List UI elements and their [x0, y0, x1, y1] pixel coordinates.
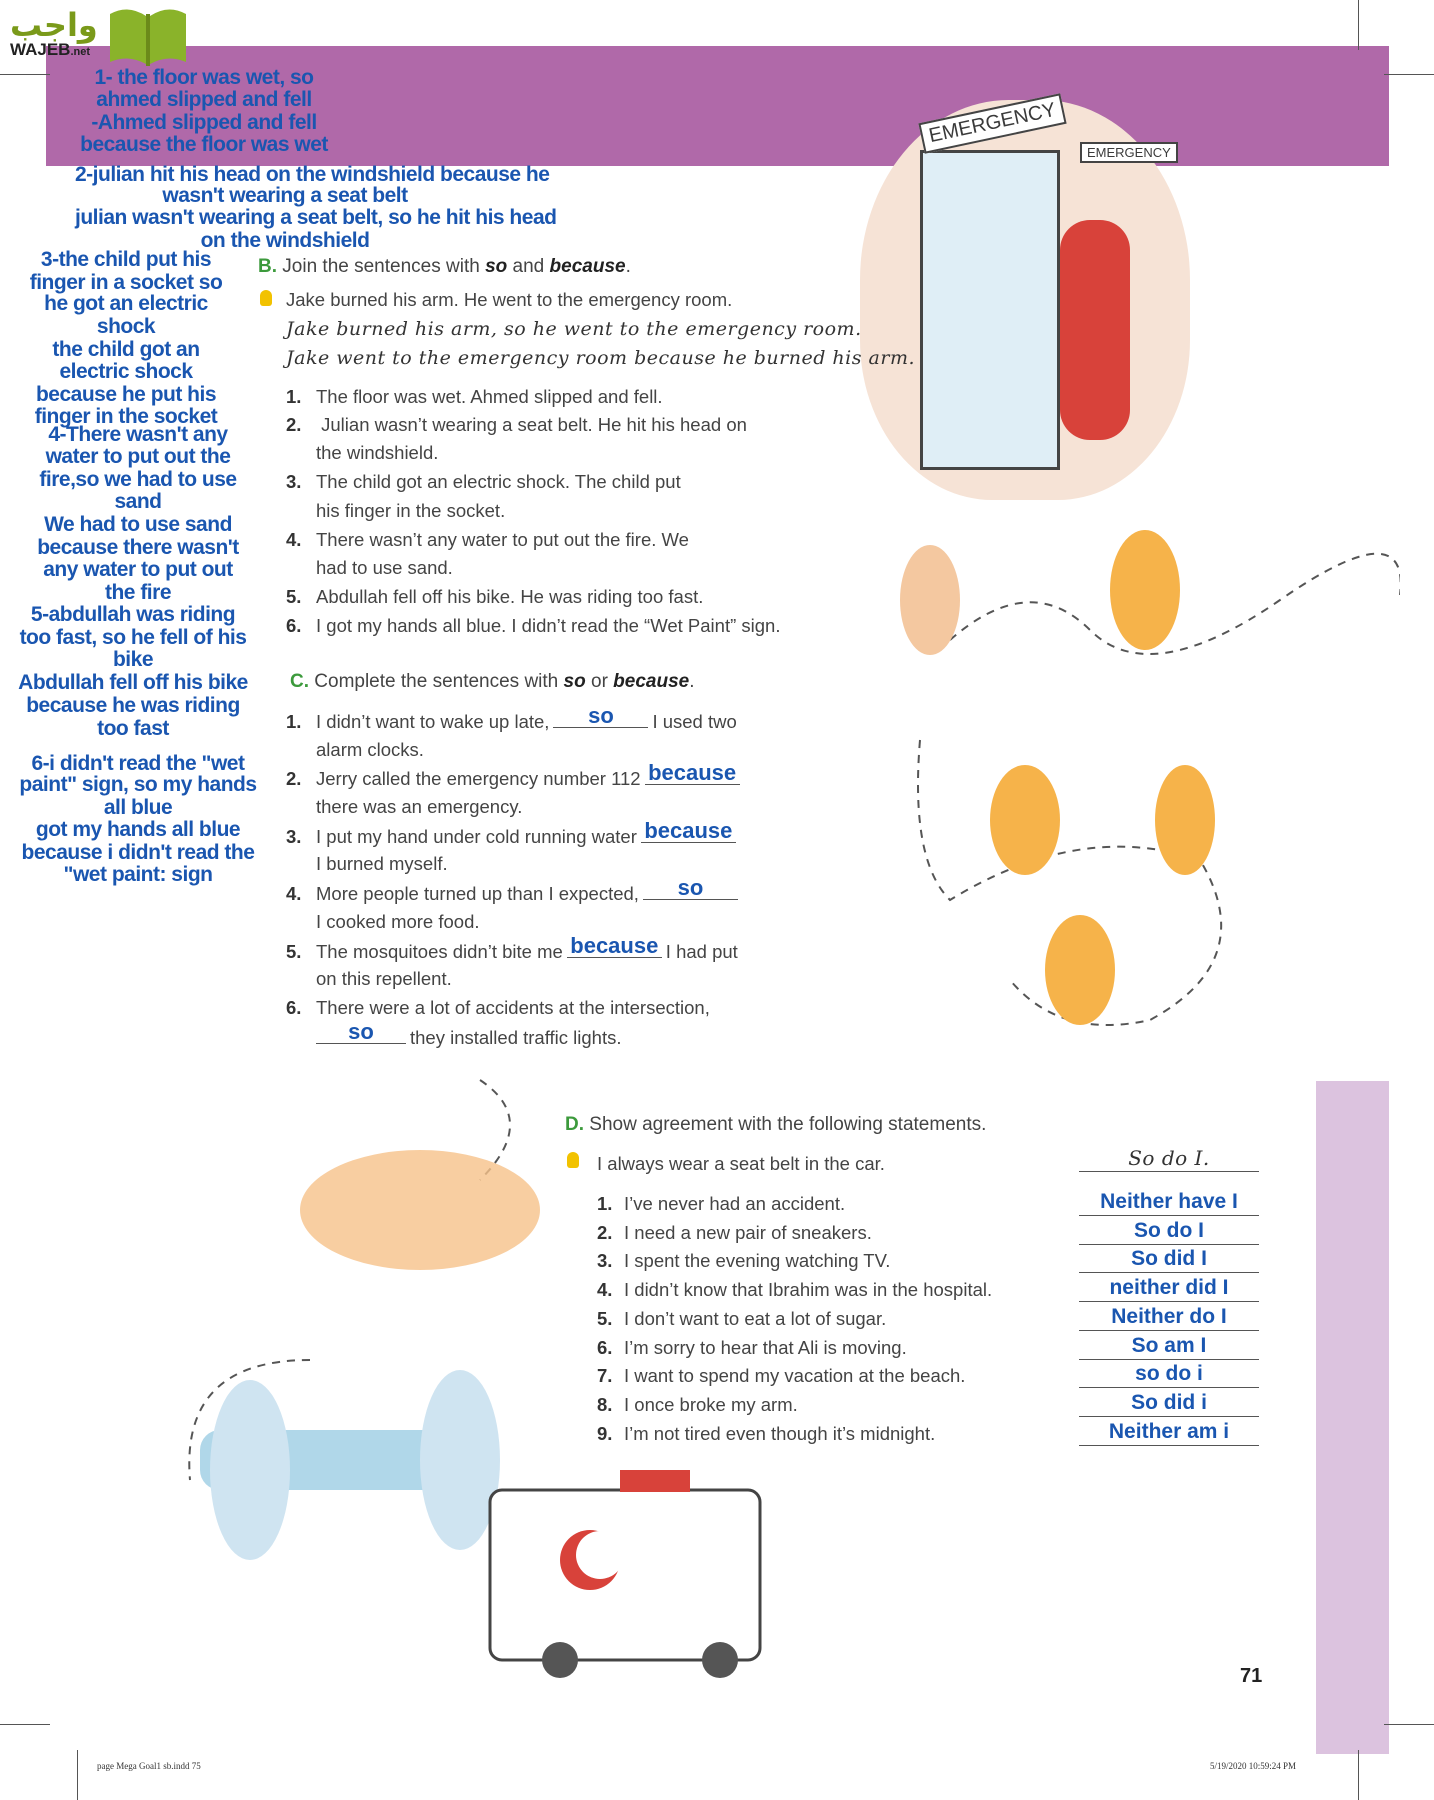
- answer-line: all blue: [103, 796, 173, 819]
- agreement-answer[interactable]: Neither have I: [1079, 1190, 1259, 1216]
- answer-line: too fast, so he fell of his: [19, 626, 247, 649]
- item-text: alarm clocks.: [316, 739, 424, 760]
- item-text-after: I used two: [652, 711, 737, 732]
- item-number: 3.: [286, 471, 302, 492]
- exercise-item: [286, 529, 689, 551]
- answer-blank[interactable]: [553, 703, 648, 728]
- agreement-answer[interactable]: neither did I: [1079, 1276, 1259, 1302]
- exercise-item: [286, 933, 738, 963]
- item-number: 3.: [286, 826, 302, 847]
- item-text-continued: had to use sand.: [316, 557, 453, 578]
- item-number: 2.: [597, 1222, 613, 1243]
- item-text: they installed traffic lights.: [410, 1027, 622, 1048]
- item-text: I want to spend my vacation at the beach.: [624, 1365, 966, 1386]
- section-c-heading: [290, 671, 695, 693]
- answer-line: wasn't wearing a seat belt: [162, 184, 408, 207]
- footer-file-info: page Mega Goal1 sb.indd 75: [97, 1761, 201, 1771]
- answer-blank[interactable]: [567, 933, 662, 958]
- item-text: Julian wasn’t wearing a seat belt. He hit his head on: [316, 414, 747, 435]
- answer-line: because the floor was wet: [80, 133, 328, 156]
- item-number: 4.: [597, 1279, 613, 1300]
- answer-text: so: [677, 875, 704, 900]
- answer-line: 4-There wasn't any: [48, 423, 228, 446]
- exercise-item: [286, 818, 740, 848]
- agreement-answer[interactable]: So do I: [1079, 1219, 1259, 1245]
- book-icon: [106, 4, 190, 68]
- wajeb-logo: [10, 8, 98, 60]
- kids-running-illustration: [880, 520, 1400, 1080]
- answer-line: too fast: [97, 717, 169, 740]
- instruction: Complete the sentences with: [314, 671, 564, 692]
- item-text: Abdullah fell off his bike. He was riding too fast.: [316, 586, 704, 607]
- instruction-or: or: [585, 671, 614, 692]
- statement-item: [597, 1365, 965, 1387]
- exercise-item: [286, 471, 681, 493]
- keyword-because: because: [613, 671, 690, 692]
- answer-line: the fire: [104, 581, 171, 604]
- answer-line: 1- the floor was wet, so: [94, 66, 314, 89]
- item-number: 6.: [286, 997, 302, 1018]
- item-number: 6.: [286, 615, 302, 636]
- item-text-continued: [316, 796, 522, 818]
- answer-line: sand: [114, 490, 162, 513]
- crop-mark: [77, 1750, 78, 1800]
- item-text: on this repellent.: [316, 968, 452, 989]
- answer-line: finger in a socket so: [29, 271, 223, 294]
- item-text: I’m sorry to hear that Ali is moving.: [624, 1337, 907, 1358]
- item-text-continued: [316, 739, 424, 761]
- item-number: 5.: [597, 1308, 613, 1329]
- item-text: I didn’t want to wake up late,: [316, 711, 550, 732]
- item-number: 2.: [286, 414, 302, 435]
- item-text: I’m not tired even though it’s midnight.: [624, 1423, 936, 1444]
- exercise-item: [286, 586, 703, 608]
- answer-line: because there wasn't: [37, 536, 239, 559]
- statement-item: [597, 1308, 886, 1330]
- exercise-item: [286, 703, 737, 733]
- instruction-and: and: [507, 256, 550, 277]
- lightbulb-icon: [260, 290, 272, 306]
- section-letter: B.: [258, 256, 277, 277]
- period: .: [689, 671, 695, 692]
- agreement-answer[interactable]: So did i: [1079, 1391, 1259, 1417]
- item-text: There wasn’t any water to put out the fire. We: [316, 529, 689, 550]
- item-number: 2.: [286, 768, 302, 789]
- answer-line: because he put his: [35, 383, 217, 406]
- section-letter: C.: [290, 671, 309, 692]
- item-text: I burned myself.: [316, 853, 448, 874]
- keyword-because: because: [549, 256, 626, 277]
- statement-item: [597, 1337, 907, 1359]
- door: [920, 150, 1060, 470]
- item-text-after: I had put: [665, 941, 738, 962]
- statement-item: [597, 1279, 992, 1301]
- item-text-continued: his finger in the socket.: [316, 500, 506, 521]
- example-answer-so: Jake burned his arm, so he went to the emergency room.: [286, 318, 862, 340]
- emergency-door-illustration: [860, 100, 1190, 500]
- logo-suffix: .net: [70, 46, 91, 58]
- answer-line: 2-julian hit his head on the windshield because he: [75, 163, 550, 186]
- item-number: 5.: [286, 586, 302, 607]
- item-text-continued: the windshield.: [316, 442, 439, 463]
- agreement-answer[interactable]: So am I: [1079, 1334, 1259, 1360]
- keyword-so: so: [563, 671, 586, 692]
- item-number: 3.: [597, 1250, 613, 1271]
- crop-mark: [1358, 0, 1359, 50]
- section-d-heading: [565, 1114, 986, 1136]
- answer-text: because: [644, 818, 733, 843]
- answer-line: paint" sign, so my hands: [19, 773, 257, 796]
- item-number: 4.: [286, 529, 302, 550]
- answer-line: because he was riding: [26, 694, 240, 717]
- answer-text: so: [588, 703, 614, 728]
- emergency-arrow-sign: EMERGENCY: [1080, 142, 1178, 163]
- example-sentence: Jake burned his arm. He went to the emergency room.: [286, 289, 733, 310]
- logo-latin: WAJEB: [10, 40, 71, 59]
- answer-line: ahmed slipped and fell: [96, 88, 312, 111]
- crop-mark: [1384, 1724, 1434, 1725]
- item-number: 5.: [286, 941, 302, 962]
- agreement-answer[interactable]: Neither am i: [1079, 1420, 1259, 1446]
- answer-line: finger in the socket: [34, 405, 218, 428]
- answer-line: -Ahmed slipped and fell: [91, 111, 317, 134]
- page-number: 71: [1240, 1665, 1263, 1687]
- answer-line: Abdullah fell off his bike: [18, 671, 248, 694]
- item-text: I didn’t know that Ibrahim was in the hospital.: [624, 1279, 993, 1300]
- item-text: I cooked more food.: [316, 911, 480, 932]
- item-text: I put my hand under cold running water: [316, 826, 637, 847]
- item-number: 8.: [597, 1394, 613, 1415]
- example-statement: I always wear a seat belt in the car.: [597, 1153, 885, 1174]
- item-number: 6.: [597, 1337, 613, 1358]
- item-text: there was an emergency.: [316, 796, 523, 817]
- side-tab: [1316, 1081, 1389, 1754]
- answer-line: because i didn't read the: [21, 841, 255, 864]
- running-man: [1060, 220, 1130, 440]
- item-text: I got my hands all blue. I didn’t read the “Wet Paint” sign.: [316, 615, 781, 636]
- answer-line: julian wasn't wearing a seat belt, so he hit his head: [75, 206, 557, 229]
- answer-line: the child got an: [52, 338, 200, 361]
- answer-blank[interactable]: [643, 875, 738, 900]
- answer-line: We had to use sand: [44, 513, 232, 536]
- section-b-heading: [258, 256, 631, 278]
- answer-line: 5-abdullah was riding: [30, 603, 236, 626]
- item-number: 7.: [597, 1365, 613, 1386]
- example-answer-because: Jake went to the emergency room because he burned his arm.: [286, 347, 915, 369]
- answer-blank[interactable]: [645, 760, 740, 785]
- item-text: I’ve never had an accident.: [624, 1193, 846, 1214]
- item-text: I spent the evening watching TV.: [624, 1250, 891, 1271]
- instruction: Join the sentences with: [282, 256, 486, 277]
- statement-item: [597, 1250, 890, 1272]
- item-text: The floor was wet. Ahmed slipped and fell.: [316, 386, 663, 407]
- answer-line: water to put out the: [45, 445, 231, 468]
- exercise-item: [286, 997, 710, 1019]
- item-text: I don’t want to eat a lot of sugar.: [624, 1308, 887, 1329]
- answer-line: fire,so we had to use: [39, 468, 237, 491]
- statement-item: [597, 1193, 845, 1215]
- agreement-answer[interactable]: Neither do I: [1079, 1305, 1259, 1331]
- lightbulb-icon: [567, 1152, 579, 1168]
- answer-line: on the windshield: [200, 229, 370, 252]
- item-text: More people turned up than I expected,: [316, 883, 639, 904]
- instruction: Show agreement with the following statements.: [589, 1114, 987, 1135]
- item-text: The child got an electric shock. The child put: [316, 471, 681, 492]
- item-number: 1.: [597, 1193, 613, 1214]
- item-text: There were a lot of accidents at the intersection,: [316, 997, 710, 1018]
- answer-line: 6-i didn't read the "wet: [31, 752, 245, 775]
- item-text-continued: [316, 853, 448, 875]
- section-letter: D.: [565, 1114, 584, 1135]
- item-number: 9.: [597, 1423, 613, 1444]
- agreement-answer[interactable]: so do i: [1079, 1362, 1259, 1388]
- keyword-so: so: [485, 256, 508, 277]
- answer-text: because: [648, 760, 737, 785]
- answer-blank[interactable]: [641, 818, 736, 843]
- item-text: I need a new pair of sneakers.: [624, 1222, 872, 1243]
- answer-line: 3-the child put his: [40, 248, 212, 271]
- exercise-item: [286, 414, 747, 436]
- item-number: 4.: [286, 883, 302, 904]
- item-text-continued: [316, 968, 452, 990]
- exercise-item: [286, 760, 744, 790]
- answer-line: he got an electric: [44, 292, 208, 315]
- answer-text: so: [348, 1019, 374, 1044]
- period: .: [625, 256, 631, 277]
- answer-text: because: [570, 933, 659, 958]
- exercise-item: [286, 875, 742, 905]
- item-number: 1.: [286, 711, 302, 732]
- crop-mark: [1384, 74, 1434, 75]
- answer-line: any water to put out: [43, 558, 233, 581]
- answer-line: "wet paint: sign: [63, 863, 213, 886]
- answer-line: electric shock: [59, 360, 193, 383]
- statement-item: [597, 1423, 935, 1445]
- example-answer: So do I.: [1079, 1146, 1259, 1172]
- answer-line: bike: [112, 648, 154, 671]
- item-text: I once broke my arm.: [624, 1394, 798, 1415]
- emergency-sign: EMERGENCY: [918, 93, 1066, 153]
- item-text: Jerry called the emergency number 112: [316, 768, 641, 789]
- exercise-item: [286, 615, 780, 637]
- item-number: 1.: [286, 386, 302, 407]
- crop-mark: [1358, 1750, 1359, 1800]
- statement-item: [597, 1394, 798, 1416]
- item-text-continued: [316, 1019, 622, 1049]
- item-text-continued: [316, 911, 480, 933]
- answer-blank[interactable]: [316, 1019, 406, 1044]
- agreement-answer[interactable]: So did I: [1079, 1247, 1259, 1273]
- item-text: The mosquitoes didn’t bite me: [316, 941, 563, 962]
- statement-item: [597, 1222, 872, 1244]
- answer-line: shock: [96, 315, 156, 338]
- answer-line: got my hands all blue: [35, 818, 241, 841]
- logo-arabic: واجب: [10, 6, 98, 44]
- footer-timestamp: 5/19/2020 10:59:24 PM: [1210, 1761, 1297, 1771]
- exercise-item: [286, 386, 663, 408]
- crop-mark: [0, 1724, 50, 1725]
